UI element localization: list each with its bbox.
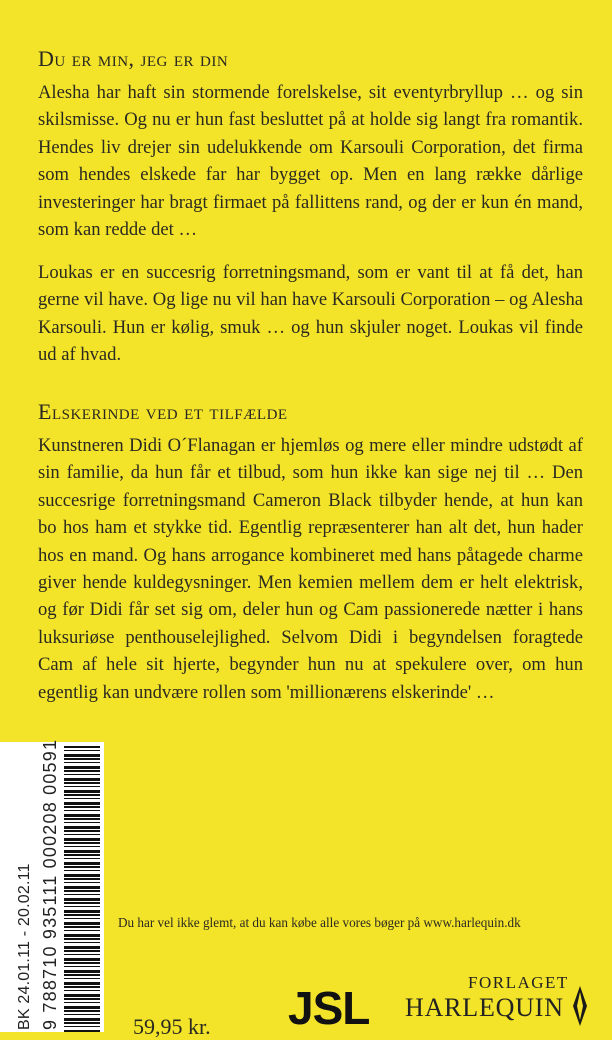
publisher-forlaget-label: FORLAGET: [468, 973, 569, 992]
harlequin-diamond-icon: [573, 986, 587, 1026]
section-title-elskerinde: Elskerinde ved et tilfælde: [38, 399, 288, 424]
blurb-paragraph-3: Kunstneren Didi O´Flanagan er hjemløs og mere eller mindre udstødt af sin familie, da hun får et tilbud, som hun ikke kan sige nej til … Den succesrige forretningsmand Cameron Black tilbyder hende, at hun kan bo hos ham et stykke tid. Egentlig repræsenterer han alt det, hun hader hos en mand. Og hans arrogance kombineret med hans påtagede charme giver hende kuldegysninger. Men kemien mellem dem er helt elektrisk, og før Didi får set sig om, deler hun og Cam passionerede nætter i hans luksuriøse penthouselejlighed. Selvom Didi i begyndelsen foragtede Cam af hele sit hjerte, begynder hun nu at spekulere over, om hun egentlig kan undvære rollen som 'millionærens elskerinde' …: [38, 435, 583, 703]
section-title-du-er-min: Du er min, jeg er din: [38, 46, 229, 71]
jsl-logo: JSL: [288, 982, 370, 1034]
publisher-harlequin-logo: HARLEQUIN: [405, 993, 564, 1022]
barcode-date-code: BK 24.01.11 - 20.02.11: [16, 863, 33, 1030]
footer-website-note: Du har vel ikke glemt, at du kan købe alle vores bøger på www.harlequin.dk: [118, 915, 521, 930]
price-label: 59,95 kr.: [133, 1014, 211, 1039]
blurb-paragraph-2: Loukas er en succesrig forretningsmand, som er vant til at få det, han gerne vil have. Og lige nu vil han have Karsouli Corporation – og Alesha Karsouli. Hun er kølig, smuk … og hun skjuler noget. Loukas vil finde ud af hvad.: [38, 262, 583, 366]
blurb-paragraph-1: Alesha har haft sin stormende forelskelse, sit eventyrbryllup … og sin skilsmisse. Og nu er hun fast besluttet på at holde sig langt fra romantik. Hendes liv drejer sin udelukkende om Karsouli Corporation, det firma som hendes elskede far har bygget op. Men en lang række dårlige investeringer har bragt firmaet på fallittens rand, og der er kun én mand, som kan redde det …: [38, 82, 583, 241]
barcode-bars: [64, 746, 100, 1032]
barcode-number: 9 788710 935111 000208 00591: [40, 738, 60, 1030]
